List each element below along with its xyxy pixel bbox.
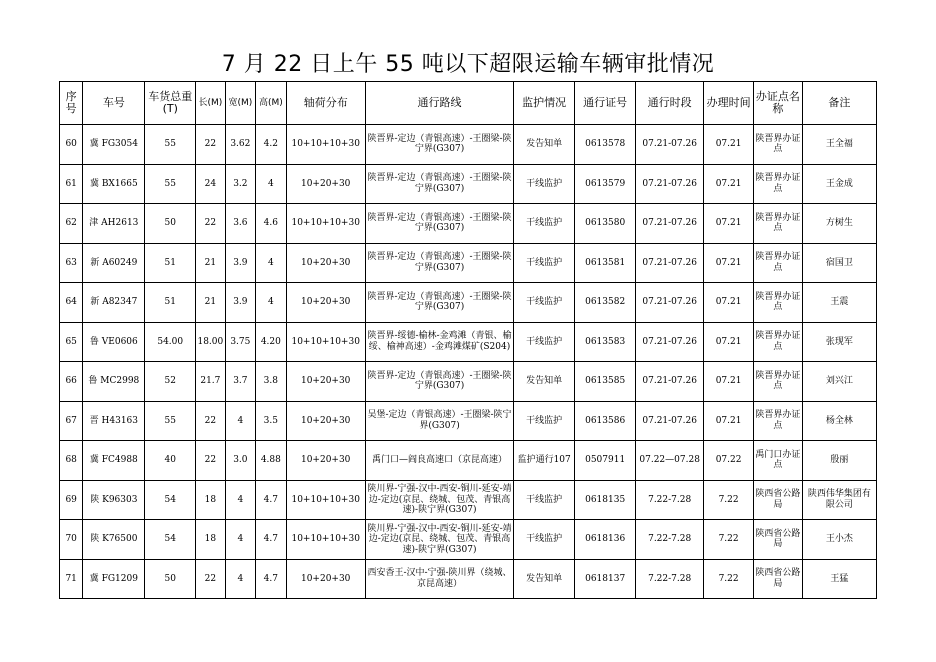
cell-remark: 殷丽 <box>802 441 876 481</box>
cell-office: 陕西省公路局 <box>753 520 802 560</box>
cell-route: 吴堡-定边（青银高速）-王圈梁-陕宁界(G307) <box>365 401 513 441</box>
cell-weight: 54.00 <box>145 322 196 362</box>
table-row <box>60 520 877 560</box>
col-header-process-date: 办理时间 <box>704 82 754 125</box>
cell-period: 07.21-07.26 <box>636 125 704 165</box>
cell-office: 陕晋界办证点 <box>753 125 802 165</box>
cell-process-date: 7.22 <box>704 520 754 560</box>
cell-width: 3.9 <box>225 243 255 283</box>
cell-index: 60 <box>60 125 83 165</box>
cell-height: 4.2 <box>256 125 286 165</box>
cell-remark: 王震 <box>802 283 876 323</box>
cell-process-date: 07.21 <box>704 283 754 323</box>
cell-period: 07.21-07.26 <box>636 204 704 244</box>
col-header-remark: 备注 <box>802 82 876 125</box>
cell-remark: 王金成 <box>802 164 876 204</box>
cell-weight: 51 <box>145 283 196 323</box>
cell-office: 陕晋界办证点 <box>753 204 802 244</box>
col-header-axle: 轴荷分布 <box>286 82 365 125</box>
cell-escort: 干线监护 <box>514 322 575 362</box>
cell-index: 62 <box>60 204 83 244</box>
cell-width: 3.0 <box>225 441 255 481</box>
cell-escort: 发告知单 <box>514 362 575 402</box>
cell-plate: 冀 FG1209 <box>83 559 145 599</box>
table-row <box>60 559 877 599</box>
cell-period: 07.22—07.28 <box>636 441 704 481</box>
cell-length: 22 <box>196 559 225 599</box>
cell-plate: 新 A60249 <box>83 243 145 283</box>
cell-weight: 40 <box>145 441 196 481</box>
table-row <box>60 283 877 323</box>
table-row <box>60 125 877 165</box>
cell-escort: 监护通行107 <box>514 441 575 481</box>
cell-remark: 王猛 <box>802 559 876 599</box>
cell-remark: 刘兴江 <box>802 362 876 402</box>
cell-length: 21 <box>196 243 225 283</box>
cell-axle: 10+20+30 <box>286 401 365 441</box>
cell-period: 7.22-7.28 <box>636 520 704 560</box>
cell-width: 3.9 <box>225 283 255 323</box>
cell-permit-no: 0613585 <box>575 362 636 402</box>
cell-length: 18 <box>196 520 225 560</box>
cell-process-date: 7.22 <box>704 480 754 520</box>
col-header-permit-no: 通行证号 <box>575 82 636 125</box>
cell-route: 陕晋界-绥德-榆林-金鸡滩（青银、榆绥、榆神高速）-金鸡滩煤矿(S204) <box>365 322 513 362</box>
cell-remark: 陕西伟华集团有限公司 <box>802 480 876 520</box>
cell-width: 3.6 <box>225 204 255 244</box>
cell-length: 22 <box>196 204 225 244</box>
cell-width: 4 <box>225 480 255 520</box>
cell-index: 66 <box>60 362 83 402</box>
table-row <box>60 401 877 441</box>
cell-route: 陕晋界-定边（青银高速）-王圈梁-陕宁界(G307) <box>365 243 513 283</box>
cell-period: 7.22-7.28 <box>636 480 704 520</box>
cell-period: 07.21-07.26 <box>636 243 704 283</box>
cell-weight: 54 <box>145 520 196 560</box>
cell-axle: 10+10+10+30 <box>286 520 365 560</box>
cell-office: 陕西省公路局 <box>753 559 802 599</box>
cell-length: 22 <box>196 125 225 165</box>
cell-axle: 10+20+30 <box>286 164 365 204</box>
cell-axle: 10+10+10+30 <box>286 204 365 244</box>
cell-length: 18.00 <box>196 322 225 362</box>
cell-route: 陕晋界-定边（青银高速）-王圈梁-陕宁界(G307) <box>365 204 513 244</box>
cell-period: 07.21-07.26 <box>636 322 704 362</box>
cell-process-date: 07.21 <box>704 362 754 402</box>
cell-height: 4.7 <box>256 480 286 520</box>
cell-length: 21.7 <box>196 362 225 402</box>
cell-height: 3.5 <box>256 401 286 441</box>
table-row <box>60 243 877 283</box>
cell-plate: 鲁 VE0606 <box>83 322 145 362</box>
cell-width: 4 <box>225 520 255 560</box>
cell-length: 21 <box>196 283 225 323</box>
cell-permit-no: 0613579 <box>575 164 636 204</box>
cell-index: 65 <box>60 322 83 362</box>
approval-table <box>59 81 877 599</box>
cell-escort: 发告知单 <box>514 125 575 165</box>
cell-escort: 干线监护 <box>514 520 575 560</box>
cell-route: 陕晋界-定边（青银高速）-王圈梁-陕宁界(G307) <box>365 362 513 402</box>
cell-height: 4.20 <box>256 322 286 362</box>
cell-period: 07.21-07.26 <box>636 164 704 204</box>
cell-office: 陕晋界办证点 <box>753 164 802 204</box>
cell-index: 69 <box>60 480 83 520</box>
cell-plate: 冀 FC4988 <box>83 441 145 481</box>
cell-remark: 王全福 <box>802 125 876 165</box>
cell-plate: 晋 H43163 <box>83 401 145 441</box>
cell-process-date: 07.21 <box>704 322 754 362</box>
cell-escort: 干线监护 <box>514 164 575 204</box>
cell-permit-no: 0613586 <box>575 401 636 441</box>
table-row <box>60 204 877 244</box>
cell-permit-no: 0618135 <box>575 480 636 520</box>
cell-process-date: 07.21 <box>704 125 754 165</box>
cell-route: 陕晋界-定边（青银高速）-王圈梁-陕宁界(G307) <box>365 164 513 204</box>
col-header-office: 办证点名称 <box>753 82 802 125</box>
cell-axle: 10+10+10+30 <box>286 480 365 520</box>
cell-height: 4 <box>256 164 286 204</box>
cell-axle: 10+20+30 <box>286 441 365 481</box>
cell-period: 07.21-07.26 <box>636 283 704 323</box>
cell-office: 陕晋界办证点 <box>753 322 802 362</box>
cell-axle: 10+20+30 <box>286 559 365 599</box>
cell-permit-no: 0507911 <box>575 441 636 481</box>
cell-axle: 10+10+10+30 <box>286 322 365 362</box>
cell-process-date: 07.21 <box>704 164 754 204</box>
cell-height: 4.6 <box>256 204 286 244</box>
cell-escort: 干线监护 <box>514 283 575 323</box>
header-row <box>60 82 877 125</box>
cell-axle: 10+10+10+30 <box>286 125 365 165</box>
cell-remark: 杨全林 <box>802 401 876 441</box>
cell-weight: 50 <box>145 559 196 599</box>
cell-period: 07.21-07.26 <box>636 362 704 402</box>
cell-plate: 冀 FG3054 <box>83 125 145 165</box>
col-header-index: 序号 <box>60 82 83 125</box>
cell-length: 22 <box>196 401 225 441</box>
cell-permit-no: 0613578 <box>575 125 636 165</box>
cell-permit-no: 0618136 <box>575 520 636 560</box>
cell-index: 63 <box>60 243 83 283</box>
cell-width: 3.62 <box>225 125 255 165</box>
cell-index: 70 <box>60 520 83 560</box>
cell-weight: 55 <box>145 164 196 204</box>
table-row <box>60 480 877 520</box>
col-header-length: 长(M) <box>196 82 225 125</box>
table-row <box>60 441 877 481</box>
cell-width: 3.2 <box>225 164 255 204</box>
cell-weight: 55 <box>145 125 196 165</box>
page-title: 7 月 22 日上午 55 吨以下超限运输车辆审批情况 <box>221 52 715 77</box>
col-header-escort: 监护情况 <box>514 82 575 125</box>
cell-process-date: 07.22 <box>704 441 754 481</box>
cell-axle: 10+20+30 <box>286 283 365 323</box>
cell-process-date: 07.21 <box>704 204 754 244</box>
cell-height: 4.88 <box>256 441 286 481</box>
cell-remark: 张现军 <box>802 322 876 362</box>
cell-process-date: 07.21 <box>704 243 754 283</box>
cell-period: 7.22-7.28 <box>636 559 704 599</box>
cell-width: 3.75 <box>225 322 255 362</box>
cell-remark: 方树生 <box>802 204 876 244</box>
cell-route: 陕晋界-定边（青银高速）-王圈梁-陕宁界(G307) <box>365 283 513 323</box>
cell-period: 07.21-07.26 <box>636 401 704 441</box>
cell-office: 禹门口办证点 <box>753 441 802 481</box>
cell-axle: 10+20+30 <box>286 362 365 402</box>
cell-index: 64 <box>60 283 83 323</box>
cell-length: 24 <box>196 164 225 204</box>
cell-escort: 干线监护 <box>514 401 575 441</box>
col-header-height: 高(M) <box>256 82 286 125</box>
cell-index: 68 <box>60 441 83 481</box>
cell-plate: 鲁 MC2998 <box>83 362 145 402</box>
cell-permit-no: 0613581 <box>575 243 636 283</box>
cell-height: 4.7 <box>256 559 286 599</box>
cell-plate: 陕 K96303 <box>83 480 145 520</box>
table-row <box>60 164 877 204</box>
cell-office: 陕晋界办证点 <box>753 283 802 323</box>
cell-height: 4.7 <box>256 520 286 560</box>
col-header-route: 通行路线 <box>365 82 513 125</box>
cell-plate: 新 A82347 <box>83 283 145 323</box>
table-body <box>60 125 877 599</box>
cell-escort: 干线监护 <box>514 480 575 520</box>
cell-office: 陕晋界办证点 <box>753 401 802 441</box>
cell-weight: 52 <box>145 362 196 402</box>
cell-length: 22 <box>196 441 225 481</box>
cell-route: 西安香王-汉中-宁强-陕川界（绕城、京昆高速） <box>365 559 513 599</box>
cell-height: 4 <box>256 243 286 283</box>
cell-plate: 冀 BX1665 <box>83 164 145 204</box>
col-header-plate: 车号 <box>83 82 145 125</box>
cell-index: 67 <box>60 401 83 441</box>
cell-office: 陕晋界办证点 <box>753 362 802 402</box>
cell-plate: 陕 K76500 <box>83 520 145 560</box>
cell-width: 3.7 <box>225 362 255 402</box>
cell-remark: 宿国卫 <box>802 243 876 283</box>
cell-width: 4 <box>225 401 255 441</box>
cell-permit-no: 0613580 <box>575 204 636 244</box>
cell-office: 陕晋界办证点 <box>753 243 802 283</box>
cell-route: 禹门口—阎良高速口（京昆高速） <box>365 441 513 481</box>
cell-weight: 54 <box>145 480 196 520</box>
col-header-width: 宽(M) <box>225 82 255 125</box>
cell-permit-no: 0613582 <box>575 283 636 323</box>
cell-permit-no: 0618137 <box>575 559 636 599</box>
table-row <box>60 322 877 362</box>
cell-plate: 津 AH2613 <box>83 204 145 244</box>
cell-index: 61 <box>60 164 83 204</box>
cell-escort: 干线监护 <box>514 243 575 283</box>
cell-escort: 发告知单 <box>514 559 575 599</box>
cell-route: 陕川界-宁强-汉中-西安-铜川-延安-靖边-定边(京昆、绕城、包茂、青银高速)-陕宁界(G307) <box>365 520 513 560</box>
cell-office: 陕西省公路局 <box>753 480 802 520</box>
cell-weight: 50 <box>145 204 196 244</box>
cell-remark: 王小杰 <box>802 520 876 560</box>
cell-length: 18 <box>196 480 225 520</box>
cell-route: 陕晋界-定边（青银高速）-王圈梁-陕宁界(G307) <box>365 125 513 165</box>
cell-height: 4 <box>256 283 286 323</box>
cell-process-date: 7.22 <box>704 559 754 599</box>
cell-index: 71 <box>60 559 83 599</box>
cell-weight: 55 <box>145 401 196 441</box>
col-header-weight: 车货总重(T) <box>145 82 196 125</box>
cell-permit-no: 0613583 <box>575 322 636 362</box>
cell-width: 4 <box>225 559 255 599</box>
cell-axle: 10+20+30 <box>286 243 365 283</box>
cell-process-date: 07.21 <box>704 401 754 441</box>
cell-route: 陕川界-宁强-汉中-西安-铜川-延安-靖边-定边(京昆、绕城、包茂、青银高速)-陕宁界(G307) <box>365 480 513 520</box>
col-header-period: 通行时段 <box>636 82 704 125</box>
cell-escort: 干线监护 <box>514 204 575 244</box>
cell-height: 3.8 <box>256 362 286 402</box>
table-row <box>60 362 877 402</box>
cell-weight: 51 <box>145 243 196 283</box>
